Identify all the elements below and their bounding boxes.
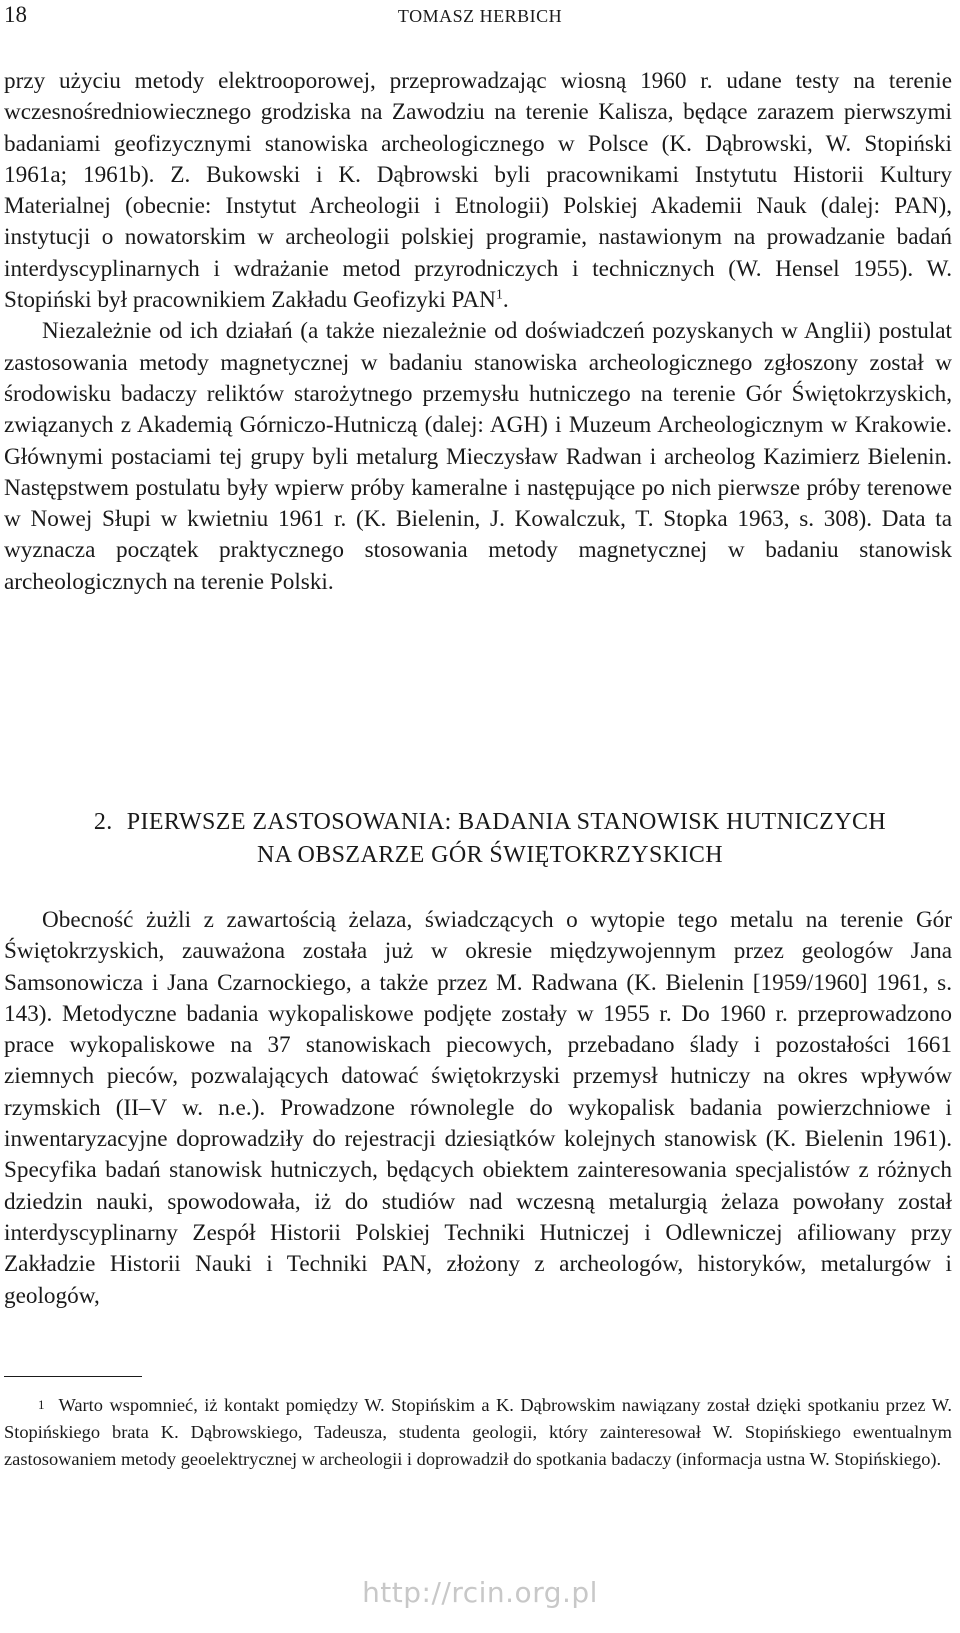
footnote-reference[interactable]: 1 [495, 287, 503, 303]
section-title-line-2: NA OBSZARZE GÓR ŚWIĘTOKRZYSKICH [257, 842, 723, 868]
running-head: TOMASZ HERBICH [397, 6, 563, 26]
page-number: 18 [4, 2, 27, 27]
paragraph [4, 66, 952, 316]
watermark-url: http://rcin.org.pl [362, 1576, 598, 1609]
body-text-block-2 [4, 905, 952, 1312]
footnote [4, 1392, 952, 1473]
section-heading-line-1 [40, 806, 940, 839]
footnotes [4, 1392, 952, 1473]
section-title-line-1: PIERWSZE ZASTOSOWANIA: BADANIA STANOWISK HUTNICZYCH [126, 809, 887, 835]
paragraph: Niezależnie od ich działań (a także niezależnie od doświadczeń pozyskanych w Anglii) postulat zastosowania metody magnetycznej w badaniu stanowiska archeologicznego zgłoszony został w środowisku badaczy reliktów starożytnego przemysłu hutniczego na terenie Gór Świętokrzyskich, związanych z Akademią Górniczo-Hutniczą (dalej: AGH) i Muzeum Archeologicznym w Krakowie. Głównymi postaciami tej grupy byli metalurg Mieczysław Radwan i archeolog Kazimierz Bielenin. Następstwem postulatu były wpierw próby kameralne i następujące po nich pierwsze próby terenowe w Nowej Słupi w kwietniu 1961 r. (K. Bielenin, J. Kowalczuk, T. Stopka 1963, s. 308). Data ta wyznacza początek praktycznego stosowania metody magnetycznej w badaniu stanowisk archeologicznych na terenie Polski. [4, 318, 952, 595]
footnote-text: Warto wspomnieć, iż kontakt pomiędzy W. Stopińskim a K. Dąbrowskim nawiązany został dzięki spotkaniu przez W. Stopińskiego brata K. Dąbrowskiego, Tadeusza, studenta geologii, który zainteresował W. Stopińskiego ewentualnym zastosowaniem metody geoelektrycznej w archeologii i doprowadził do spotkania badaczy (informacja ustna W. Stopińskiego). [4, 1395, 952, 1469]
section-number: 2. [93, 809, 113, 835]
paragraph-text: przy użyciu metody elektrooporowej, przeprowadzając wiosną 1960 r. udane testy na terenie wczesnośredniowiecznego grodziska na Zawodziu na terenie Kalisza, będące zarazem pierwszymi badaniami geofizycznymi stanowiska archeologicznego w Polsce (K. Dąbrowski, W. Stopiński 1961a; 1961b). Z. Bukowski i K. Dąbrowski byli pracownikami Instytutu Historii Kultury Materialnej (obecnie: Instytut Archeologii i Etnologii) Polskiej Akademii Nauk (dalej: PAN), instytucji o nowatorskim w archeologii polskiej programie, nastawionym na prowadzanie badań interdyscyplinarnych i wdrażanie metod przyrodniczych i technicznych (W. Hensel 1955). W. Stopiński był pracownikiem Zakładu Geofizyki PAN [4, 68, 952, 314]
footnote-mark: 1 [38, 1397, 45, 1412]
paragraph: Obecność żużli z zawartością żelaza, świadczących o wytopie tego metalu na terenie Gór Świętokrzyskich, zauważona została już w okresie międzywojennym przez geologów Jana Samsonowicza i Jana Czarnockiego, a także przez M. Radwana (K. Bielenin [1959/1960] 1961, s. 143). Metodyczne badania wykopaliskowe podjęte zostały w 1955 r. Do 1960 r. przeprowadzono prace wykopaliskowe na 37 stanowiskach piecowych, przebadano ślady i pozostałości 1661 ziemnych pieców, pozwalających datować świętokrzyski przemysł hutniczy na okres wpływów rzymskich (II–V w. n.e.). Prowadzone równolegle do wykopalisk badania powierzchniowe i inwentaryzacyjne doprowadziły do rejestracji dziesiątków kolejnych stanowisk (K. Bielenin 1961). Specyfika badań stanowisk hutniczych, będących obiektem zainteresowania specjalistów z różnych dziedzin nauki, spowodowała, iż do studiów nad wczesną metalurgią żelaza powołany został interdyscyplinarny Zespół Historii Polskiej Techniki Hutniczej i Odlewniczej afiliowany przy Zakładzie Historii Nauki i Techniki PAN, złożony z archeologów, historyków, metalurgów i geologów, [4, 907, 952, 1309]
body-text-block-1 [4, 66, 952, 598]
section-heading [40, 806, 940, 872]
paragraph-end: . [502, 287, 509, 314]
page-header [0, 0, 960, 34]
footnote-divider [4, 1376, 142, 1377]
